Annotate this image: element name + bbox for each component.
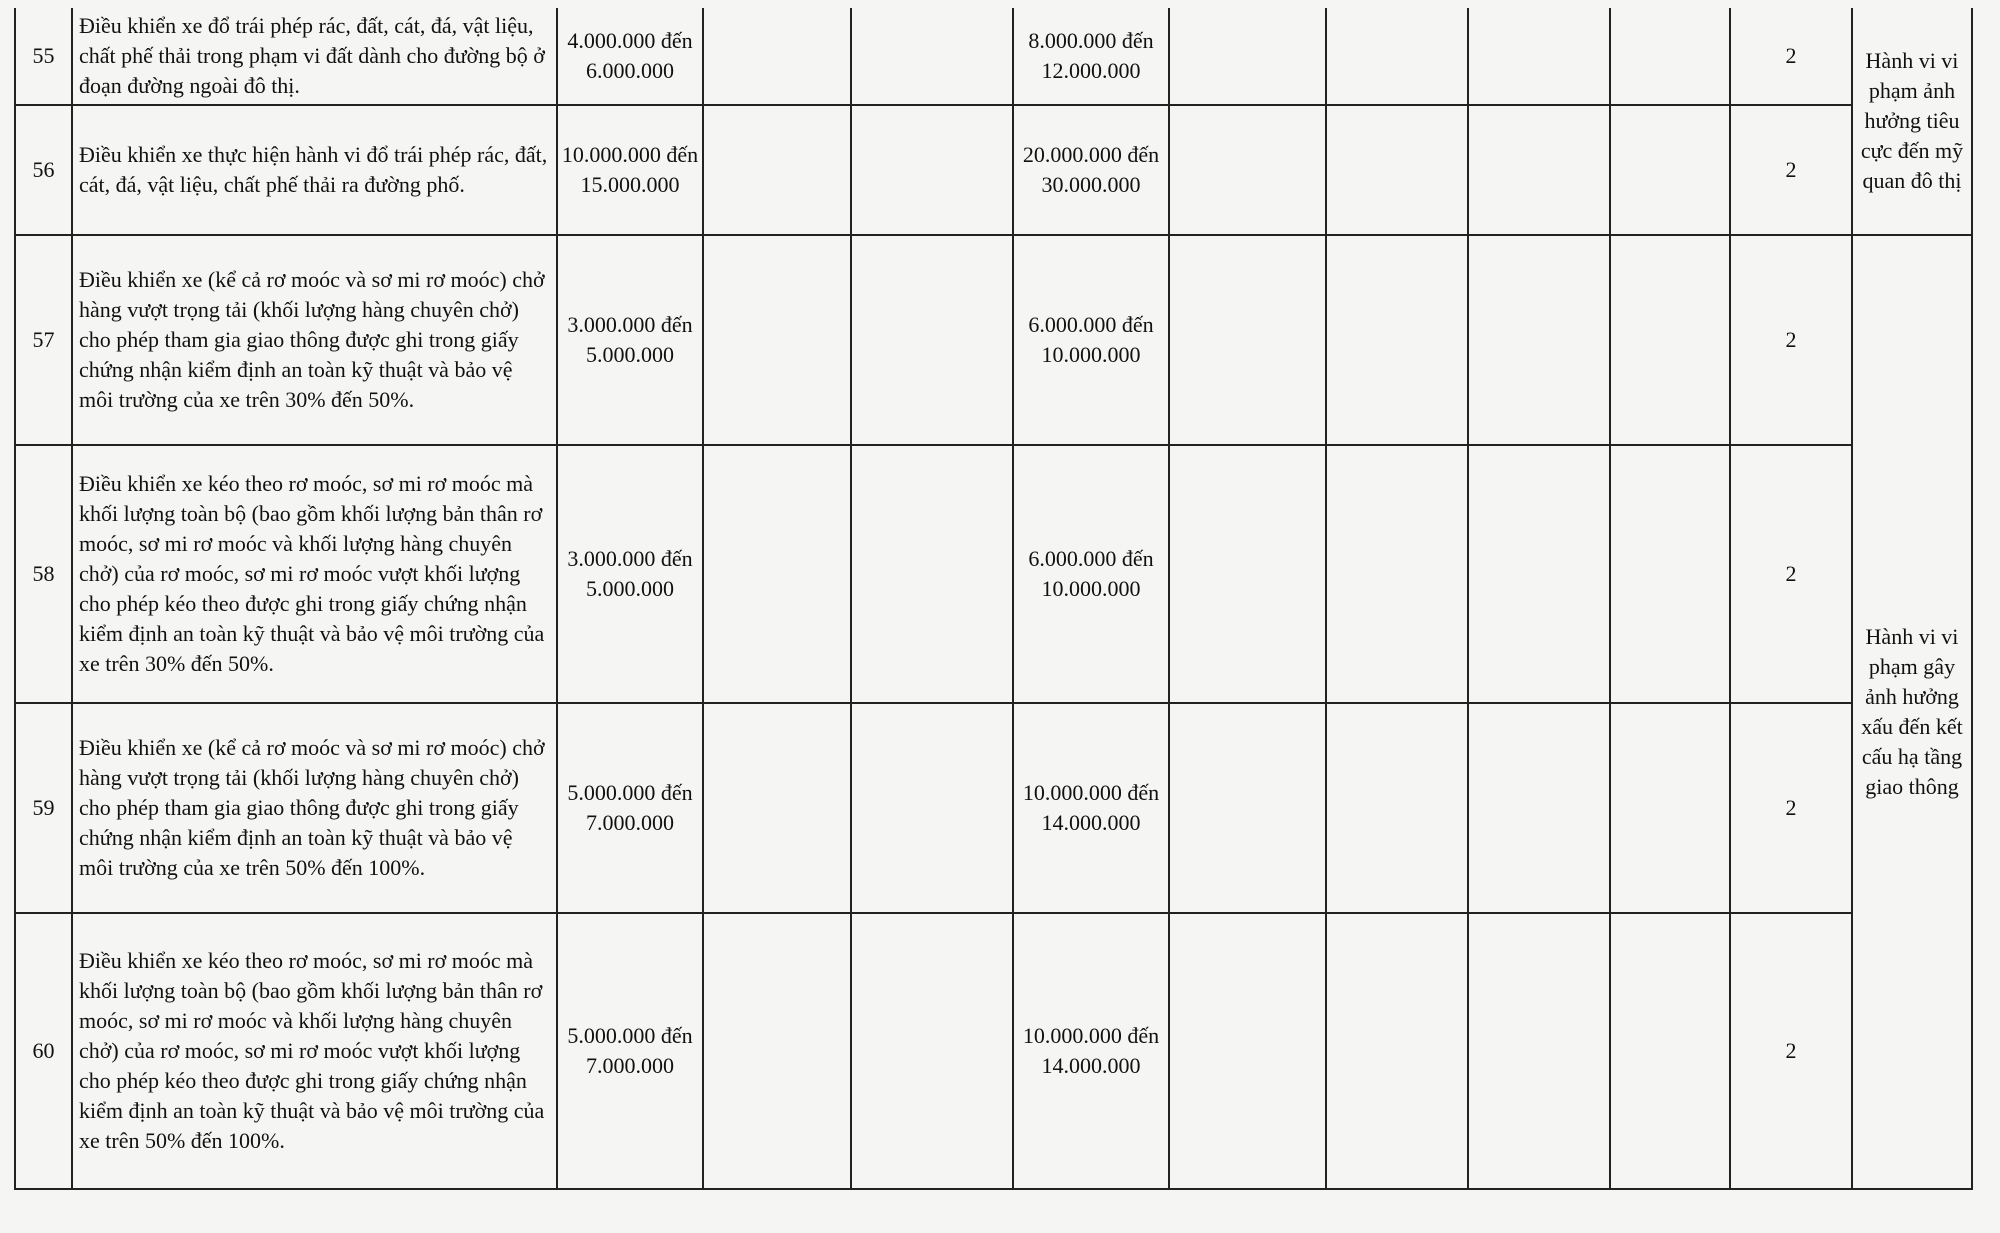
fine-old: 3.000.000 đến 5.000.000 bbox=[557, 235, 703, 445]
empty-cell bbox=[851, 445, 1013, 703]
empty-cell bbox=[1169, 445, 1326, 703]
empty-cell bbox=[851, 913, 1013, 1189]
fine-old: 4.000.000 đến 6.000.000 bbox=[557, 8, 703, 105]
empty-cell bbox=[1468, 913, 1610, 1189]
violation-description: Điều khiển xe thực hiện hành vi đổ trái phép rác, đất, cát, đá, vật liệu, chất phế thải ra đường phố. bbox=[72, 105, 557, 235]
empty-cell bbox=[1468, 105, 1610, 235]
fine-old: 10.000.000 đến 15.000.000 bbox=[557, 105, 703, 235]
empty-cell bbox=[1326, 235, 1468, 445]
fine-new: 8.000.000 đến 12.000.000 bbox=[1013, 8, 1169, 105]
row-number: 60 bbox=[15, 913, 72, 1189]
fine-new: 6.000.000 đến 10.000.000 bbox=[1013, 445, 1169, 703]
empty-cell bbox=[1610, 8, 1730, 105]
empty-cell bbox=[1610, 105, 1730, 235]
fine-old: 5.000.000 đến 7.000.000 bbox=[557, 703, 703, 913]
violation-group: Hành vi vi phạm gây ảnh hưởng xấu đến kết cấu hạ tầng giao thông bbox=[1852, 235, 1972, 1189]
empty-cell bbox=[851, 8, 1013, 105]
empty-cell bbox=[703, 913, 851, 1189]
empty-cell bbox=[851, 105, 1013, 235]
row-number: 58 bbox=[15, 445, 72, 703]
empty-cell bbox=[1468, 703, 1610, 913]
deduction-points: 2 bbox=[1730, 8, 1852, 105]
fine-new: 6.000.000 đến 10.000.000 bbox=[1013, 235, 1169, 445]
violation-description: Điều khiển xe (kể cả rơ moóc và sơ mi rơ moóc) chở hàng vượt trọng tải (khối lượng hàng chuyên chở) cho phép tham gia giao thông được ghi trong giấy chứng nhận kiểm định an toàn kỹ thuật và bảo vệ môi trường của xe trên 50% đến 100%. bbox=[72, 703, 557, 913]
deduction-points: 2 bbox=[1730, 703, 1852, 913]
empty-cell bbox=[1326, 105, 1468, 235]
row-number: 56 bbox=[15, 105, 72, 235]
table-row bbox=[15, 8, 1972, 105]
table-row bbox=[15, 445, 1972, 703]
empty-cell bbox=[703, 703, 851, 913]
empty-cell bbox=[1468, 8, 1610, 105]
fine-old: 3.000.000 đến 5.000.000 bbox=[557, 445, 703, 703]
violation-description: Điều khiển xe đổ trái phép rác, đất, cát, đá, vật liệu, chất phế thải trong phạm vi đất dành cho đường bộ ở đoạn đường ngoài đô thị. bbox=[72, 8, 557, 105]
empty-cell bbox=[1169, 235, 1326, 445]
table-row bbox=[15, 703, 1972, 913]
empty-cell bbox=[1169, 703, 1326, 913]
fine-old: 5.000.000 đến 7.000.000 bbox=[557, 913, 703, 1189]
table-row bbox=[15, 235, 1972, 445]
empty-cell bbox=[703, 105, 851, 235]
empty-cell bbox=[1169, 8, 1326, 105]
empty-cell bbox=[1326, 703, 1468, 913]
empty-cell bbox=[851, 235, 1013, 445]
empty-cell bbox=[1169, 105, 1326, 235]
empty-cell bbox=[703, 235, 851, 445]
deduction-points: 2 bbox=[1730, 105, 1852, 235]
empty-cell bbox=[851, 703, 1013, 913]
row-number: 55 bbox=[15, 8, 72, 105]
empty-cell bbox=[1169, 913, 1326, 1189]
penalty-table bbox=[14, 8, 1973, 1190]
empty-cell bbox=[1468, 445, 1610, 703]
empty-cell bbox=[1326, 8, 1468, 105]
empty-cell bbox=[703, 8, 851, 105]
empty-cell bbox=[1326, 913, 1468, 1189]
empty-cell bbox=[1610, 913, 1730, 1189]
violation-description: Điều khiển xe kéo theo rơ moóc, sơ mi rơ moóc mà khối lượng toàn bộ (bao gồm khối lượng bản thân rơ moóc, sơ mi rơ moóc và khối lượng hàng chuyên chở) của rơ moóc, sơ mi rơ moóc vượt khối lượng cho phép kéo theo được ghi trong giấy chứng nhận kiểm định an toàn kỹ thuật và bảo vệ môi trường của xe trên 30% đến 50%. bbox=[72, 445, 557, 703]
empty-cell bbox=[1468, 235, 1610, 445]
violation-group: Hành vi vi phạm ảnh hưởng tiêu cực đến mỹ quan đô thị bbox=[1852, 8, 1972, 235]
deduction-points: 2 bbox=[1730, 235, 1852, 445]
empty-cell bbox=[1610, 703, 1730, 913]
fine-new: 10.000.000 đến 14.000.000 bbox=[1013, 913, 1169, 1189]
row-number: 59 bbox=[15, 703, 72, 913]
table-row bbox=[15, 913, 1972, 1189]
empty-cell bbox=[703, 445, 851, 703]
violation-description: Điều khiển xe kéo theo rơ moóc, sơ mi rơ moóc mà khối lượng toàn bộ (bao gồm khối lượng bản thân rơ moóc, sơ mi rơ moóc và khối lượng hàng chuyên chở) của rơ moóc, sơ mi rơ moóc vượt khối lượng cho phép kéo theo được ghi trong giấy chứng nhận kiểm định an toàn kỹ thuật và bảo vệ môi trường của xe trên 50% đến 100%. bbox=[72, 913, 557, 1189]
fine-new: 10.000.000 đến 14.000.000 bbox=[1013, 703, 1169, 913]
empty-cell bbox=[1610, 445, 1730, 703]
fine-new: 20.000.000 đến 30.000.000 bbox=[1013, 105, 1169, 235]
violation-description: Điều khiển xe (kể cả rơ moóc và sơ mi rơ moóc) chở hàng vượt trọng tải (khối lượng hàng chuyên chở) cho phép tham gia giao thông được ghi trong giấy chứng nhận kiểm định an toàn kỹ thuật và bảo vệ môi trường của xe trên 30% đến 50%. bbox=[72, 235, 557, 445]
empty-cell bbox=[1610, 235, 1730, 445]
table-row bbox=[15, 105, 1972, 235]
row-number: 57 bbox=[15, 235, 72, 445]
deduction-points: 2 bbox=[1730, 913, 1852, 1189]
deduction-points: 2 bbox=[1730, 445, 1852, 703]
empty-cell bbox=[1326, 445, 1468, 703]
